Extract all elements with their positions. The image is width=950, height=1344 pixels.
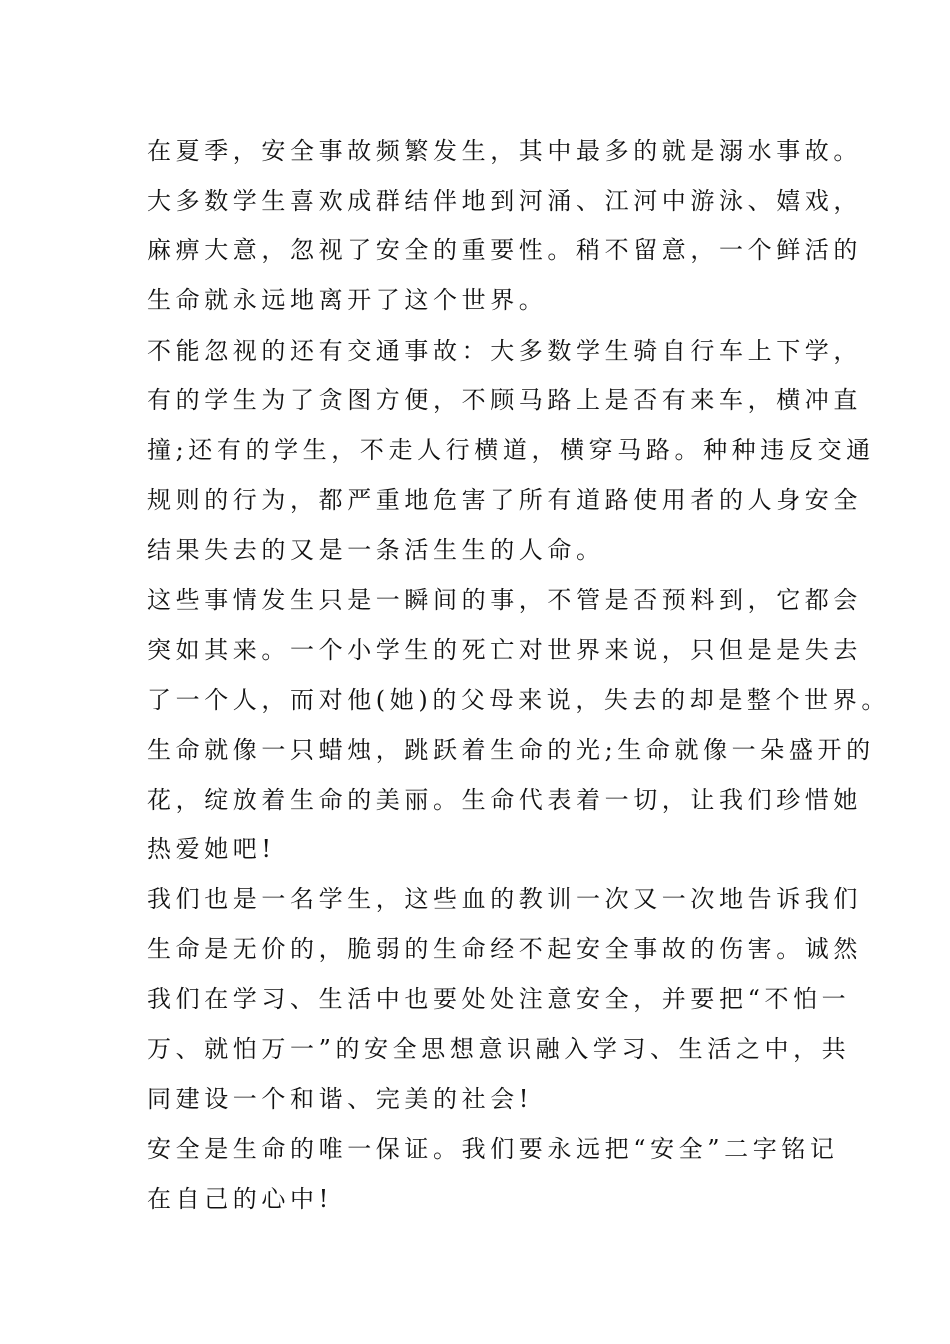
text-line: 了一个人，而对他(她)的父母来说，失去的却是整个世界。 [147,686,890,714]
text-line: 在夏季，安全事故频繁发生，其中最多的就是溺水事故。 [147,137,862,165]
text-line: 我们也是一名学生，这些血的教训一次又一次地告诉我们 [147,885,862,913]
text-line: 生命是无价的，脆弱的生命经不起安全事故的伤害。诚然 [147,935,862,963]
text-line: 热爱她吧! [147,835,276,863]
text-line: 我们在学习、生活中也要处处注意安全，并要把“不怕一 [147,985,851,1013]
text-line: 万、就怕万一”的安全思想意识融入学习、生活之中，共 [147,1035,851,1063]
text-line: 不能忽视的还有交通事故：大多数学生骑自行车上下学， [147,337,862,365]
text-line: 撞;还有的学生，不走人行横道，横穿马路。种种违反交通 [147,436,875,464]
text-line: 结果失去的又是一条活生生的人命。 [147,536,605,564]
text-line: 生命就像一只蜡烛，跳跃着生命的光;生命就像一朵盛开的 [147,736,875,764]
text-line: 生命就永远地离开了这个世界。 [147,286,548,314]
text-line: 有的学生为了贪图方便，不顾马路上是否有来车，横冲直 [147,386,862,414]
text-line: 大多数学生喜欢成群结伴地到河涌、江河中游泳、嬉戏， [147,187,862,215]
text-line: 在自己的心中! [147,1185,333,1213]
text-line: 突如其来。一个小学生的死亡对世界来说，只但是是失去 [147,636,862,664]
text-line: 麻痹大意，忽视了安全的重要性。稍不留意，一个鲜活的 [147,236,862,264]
text-line: 规则的行为，都严重地危害了所有道路使用者的人身安全 [147,486,862,514]
text-line: 这些事情发生只是一瞬间的事，不管是否预料到，它都会 [147,586,862,614]
text-line: 花，绽放着生命的美丽。生命代表着一切，让我们珍惜她 [147,786,862,814]
text-line: 安全是生命的唯一保证。我们要永远把“安全”二字铭记 [147,1135,839,1163]
text-line: 同建设一个和谐、完美的社会! [147,1085,534,1113]
